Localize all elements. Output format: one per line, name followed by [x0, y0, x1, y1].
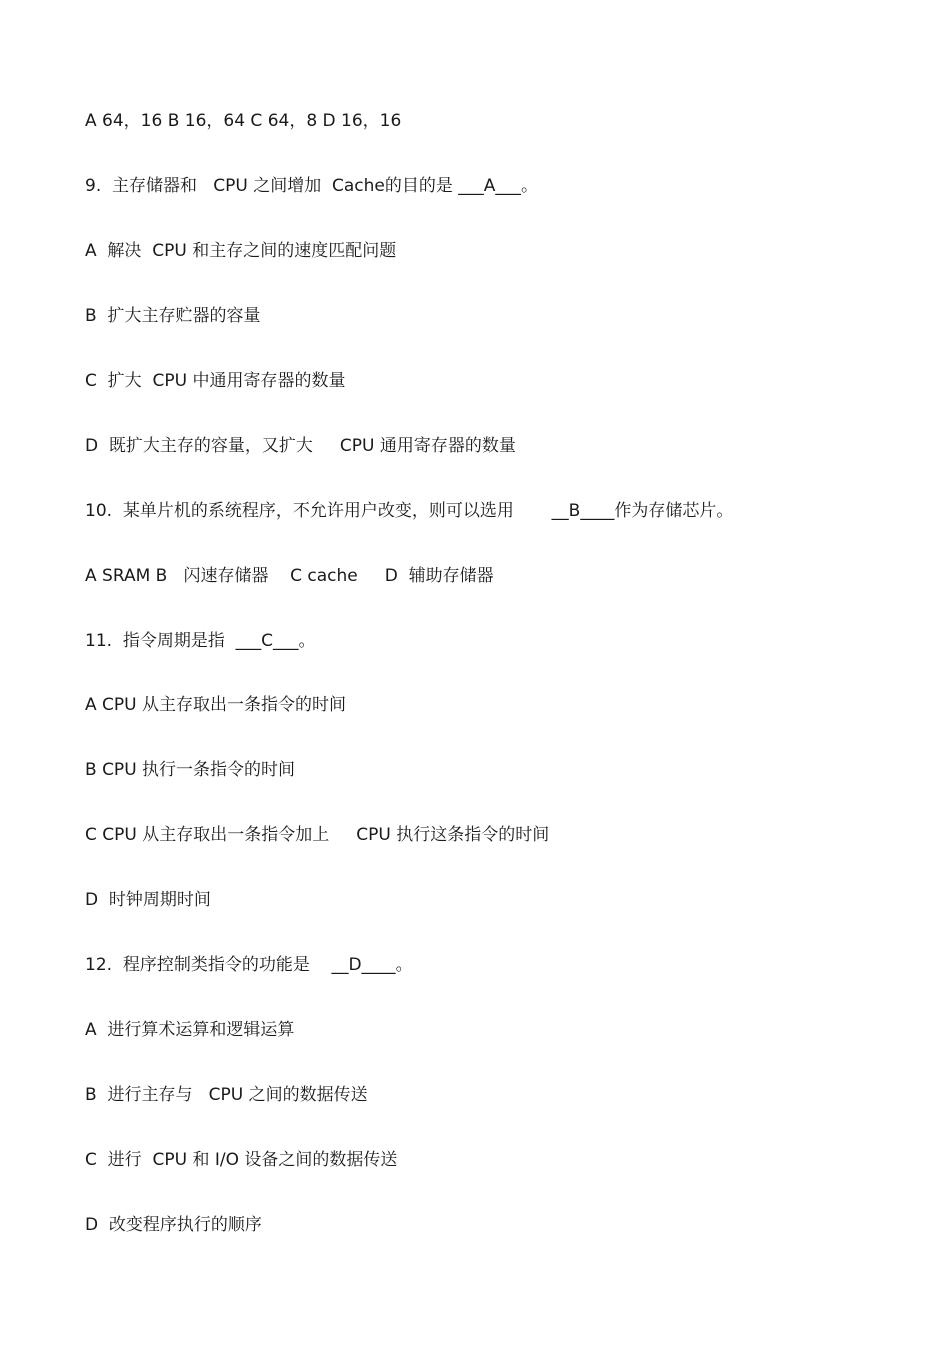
q9-question [85, 175, 538, 197]
q10-options-line [85, 565, 494, 587]
line-text: D 既扩大主存的容量，又扩大 CPU 通用寄存器的数量 [85, 436, 516, 456]
q10-question [85, 500, 733, 522]
q12-question [85, 954, 413, 976]
q9-option-c [85, 370, 345, 392]
line-text: A CPU 从主存取出一条指令的时间 [85, 695, 347, 715]
line-text: B CPU 执行一条指令的时间 [85, 760, 296, 780]
line-text: B 扩大主存贮器的容量 [85, 306, 261, 326]
line-text: C 进行 CPU 和 I/O 设备之间的数据传送 [85, 1150, 398, 1170]
answer-blank: ___A___ [458, 176, 521, 196]
line-text: B 进行主存与 CPU 之间的数据传送 [85, 1085, 368, 1105]
line-text: A 解决 CPU 和主存之间的速度匹配问题 [85, 241, 397, 261]
q9-option-a [85, 240, 396, 262]
line-text: A 64，16 B 16，64 C 64，8 D 16，16 [85, 111, 402, 131]
question-end: 。 [298, 631, 316, 651]
q11-option-d [85, 889, 211, 911]
line-text: C CPU 从主存取出一条指令加上 CPU 执行这条指令的时间 [85, 825, 550, 845]
question-text: 11. 指令周期是指 [85, 631, 236, 651]
question-end: 作为存储芯片。 [614, 501, 734, 521]
question-text: 12. 程序控制类指令的功能是 [85, 955, 332, 975]
q9-option-b [85, 305, 260, 327]
line-text: D 改变程序执行的顺序 [85, 1215, 262, 1235]
q11-option-c [85, 824, 549, 846]
question-end: 。 [520, 176, 538, 196]
line-text: D 时钟周期时间 [85, 890, 211, 910]
answer-blank: __D____ [331, 955, 396, 975]
answer-blank: __B____ [551, 501, 615, 521]
q9-option-d [85, 435, 516, 457]
line-text: A 进行算术运算和逻辑运算 [85, 1020, 295, 1040]
line-text: C 扩大 CPU 中通用寄存器的数量 [85, 371, 346, 391]
q12-option-d [85, 1214, 262, 1236]
q11-option-a [85, 694, 346, 716]
q12-option-c [85, 1149, 397, 1171]
question-end: 。 [395, 955, 413, 975]
line-text: A SRAM B 闪速存储器 C cache D 辅助存储器 [85, 566, 494, 586]
q12-option-a [85, 1019, 294, 1041]
q12-option-b [85, 1084, 368, 1106]
answer-blank: ___C___ [235, 631, 299, 651]
question-text: 9. 主存储器和 CPU 之间增加 Cache的目的是 [85, 176, 459, 196]
q11-option-b [85, 759, 295, 781]
q8-options-line [85, 110, 401, 132]
question-text: 10. 某单片机的系统程序，不允许用户改变，则可以选用 [85, 501, 552, 521]
q11-question [85, 630, 316, 652]
